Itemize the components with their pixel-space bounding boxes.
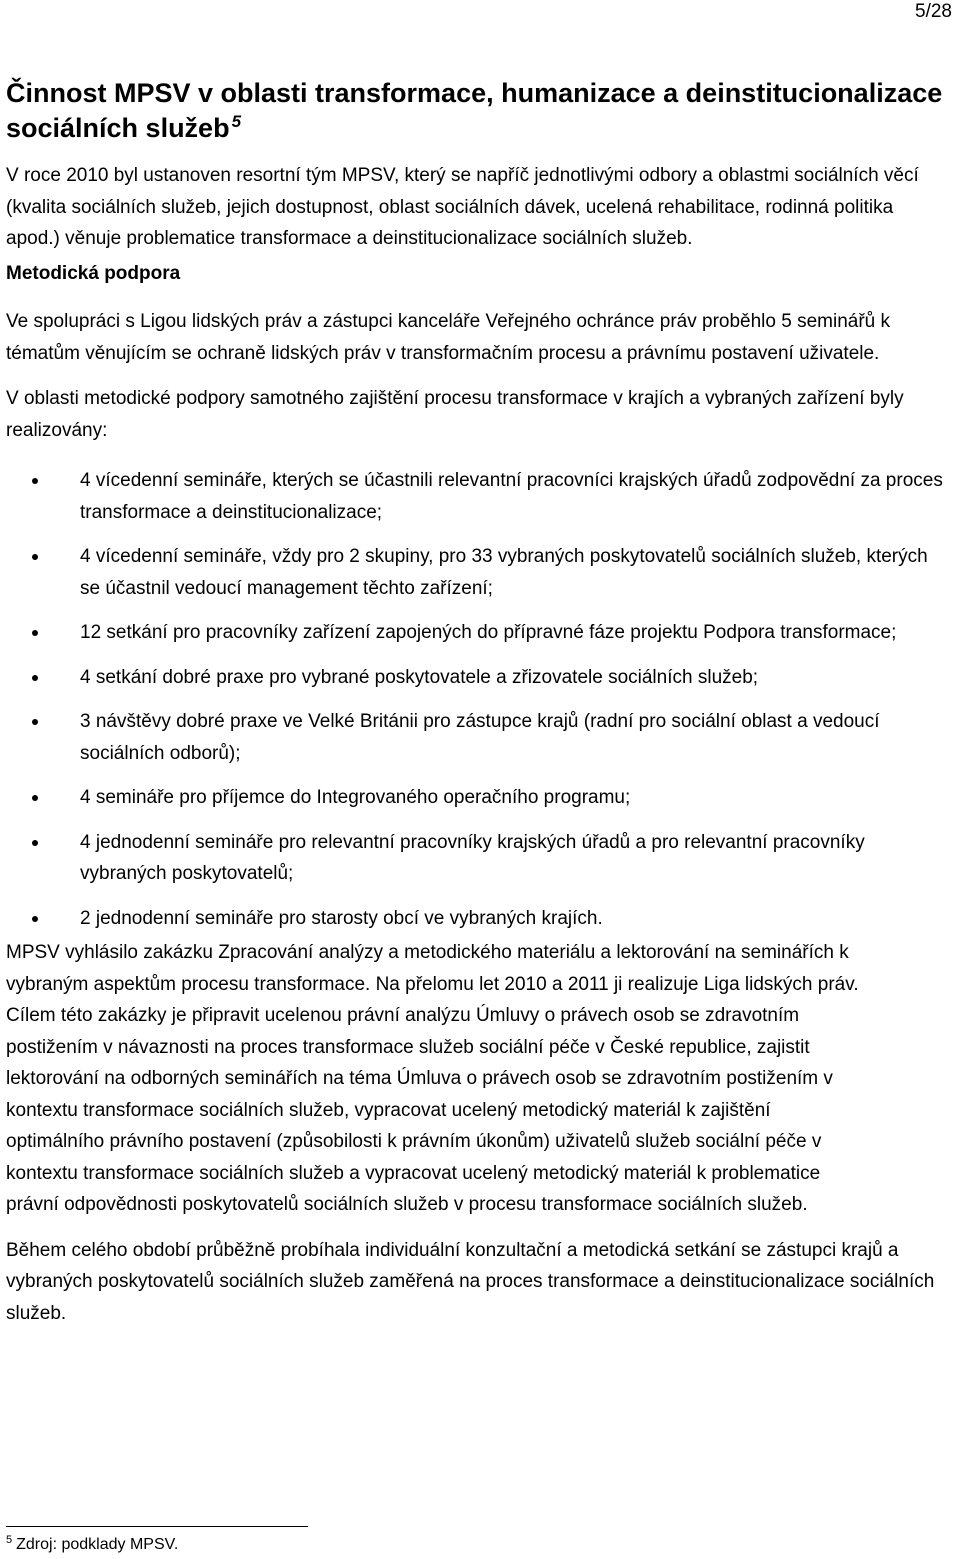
paragraph-line: Cílem této zakázky je připravit ucelenou právní analýzu Úmluvy o právech osob se zdravotním xyxy=(6,1005,800,1026)
list-item-text: 4 setkání dobré praxe pro vybrané poskytovatele a zřizovatele sociálních služeb; xyxy=(80,666,759,688)
section-heading: Metodická podpora xyxy=(6,262,181,284)
page-number: 5/28 xyxy=(915,1,952,22)
document-body xyxy=(6,76,950,1329)
bullet-icon xyxy=(32,554,38,560)
bullet-icon xyxy=(32,478,38,484)
footnote-separator xyxy=(6,1526,308,1527)
paragraph-line: postižením v návaznosti na proces transformace služeb sociální péče v České republice, zajistit xyxy=(6,1036,810,1058)
footnote-text: Zdroj: podklady MPSV. xyxy=(16,1536,179,1553)
paragraph-line: optimálního právního postavení (způsobilosti k právním úkonům) uživatelů služeb sociální péče v xyxy=(6,1131,822,1152)
paragraph-support-intro: V oblasti metodické podpory samotného zajištění procesu transformace v krajích a vybraných zařízení byly realizovány: xyxy=(6,388,904,441)
bullet-icon xyxy=(32,840,38,846)
footnote xyxy=(6,1535,178,1555)
page-title-text: Činnost MPSV v oblasti transformace, humanizace a deinstitucionalizace sociálních služeb xyxy=(6,78,943,143)
list-item xyxy=(6,827,950,890)
page-title xyxy=(6,76,950,146)
bullet-icon xyxy=(32,719,38,725)
list-item-text: 4 vícedenní semináře, vždy pro 2 skupiny, pro 33 vybraných poskytovatelů sociálních služeb, kterých se účastnil vedoucí management těchto zařízení; xyxy=(80,546,928,599)
footnote-reference[interactable]: 5 xyxy=(231,112,242,131)
intro-paragraph: V roce 2010 byl ustanoven resortní tým MPSV, který se napříč jednotlivými odbory a oblastmi sociálních věcí (kvalita sociálních služeb, jejich dostupnost, oblast sociálních dávek, ucelená rehabilitace, rodinná politika apod.) věnuje problematice transformace a deinstitucionalizace sociálních služeb. xyxy=(6,165,919,249)
bullet-icon xyxy=(32,630,38,636)
paragraph-line: kontextu transformace sociálních služeb, vypracovat ucelený metodický materiál k zajištění xyxy=(6,1099,771,1121)
list-item xyxy=(6,782,950,814)
list-item xyxy=(6,617,950,649)
list-item xyxy=(6,662,950,694)
list-item xyxy=(6,465,950,528)
bullet-icon xyxy=(32,916,38,922)
paragraph-line: MPSV vyhlásilo zakázku Zpracování analýzy a metodického materiálu a lektorování na seminářích k xyxy=(6,942,849,963)
list-item-text: 4 vícedenní semináře, kterých se účastnili relevantní pracovníci krajských úřadů zodpovědní za proces transformace a deinstitucionalizace; xyxy=(80,470,943,523)
bullet-icon xyxy=(32,795,38,801)
list-item-text: 2 jednodenní semináře pro starosty obcí ve vybraných krajích. xyxy=(80,907,603,929)
footnote-number: 5 xyxy=(6,1533,13,1546)
paragraph-line: lektorování na odborných seminářích na téma Úmluva o právech osob se zdravotním postižením v xyxy=(6,1068,833,1089)
paragraph-seminars: Ve spolupráci s Ligou lidských práv a zástupci kanceláře Veřejného ochránce práv proběhlo 5 seminářů k tématům věnujícím se ochraně lidských práv v transformačním procesu a právnímu postavení uživatele. xyxy=(6,311,891,364)
activities-list xyxy=(6,465,950,934)
bullet-icon xyxy=(32,675,38,681)
paragraph-line: vybraným aspektům procesu transformace. Na přelomu let 2010 a 2011 ji realizuje Liga lidských práv. xyxy=(6,973,859,995)
list-item xyxy=(6,706,950,769)
list-item xyxy=(6,903,950,935)
list-item-text: 12 setkání pro pracovníky zařízení zapojených do přípravné fáze projektu Podpora transformace; xyxy=(80,622,897,643)
list-item-text: 4 semináře pro příjemce do Integrovaného operačního programu; xyxy=(80,787,631,808)
paragraph-consultations: Během celého období průběžně probíhala individuální konzultační a metodická setkání se zástupci krajů a vybraných poskytovatelů sociálních služeb zaměřená na proces transformace a deinstitucionalizace sociálních služeb. xyxy=(6,1239,935,1324)
paragraph-contract xyxy=(6,937,950,1221)
paragraph-line: právní odpovědnosti poskytovatelů sociálních služeb v procesu transformace sociálních služeb. xyxy=(6,1194,808,1215)
list-item-text: 3 návštěvy dobré praxe ve Velké Británii pro zástupce krajů (radní pro sociální oblast a vedoucí sociálních odborů); xyxy=(80,711,880,764)
list-item-text: 4 jednodenní semináře pro relevantní pracovníky krajských úřadů a pro relevantní pracovníky vybraných poskytovatelů; xyxy=(80,831,865,884)
list-item xyxy=(6,541,950,604)
paragraph-line: kontextu transformace sociálních služeb a vypracovat ucelený metodický materiál k problematice xyxy=(6,1162,821,1184)
